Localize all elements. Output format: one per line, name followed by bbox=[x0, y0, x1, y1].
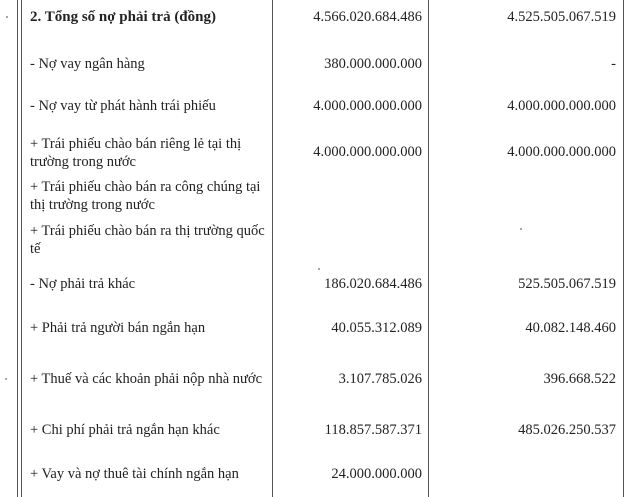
column-divider-2 bbox=[428, 0, 429, 497]
row-label: - Nợ phải trả khác bbox=[30, 276, 136, 292]
row-label: + Thuế và các khoản phải nộp nhà nước bbox=[30, 371, 262, 387]
row-value-previous: 40.082.148.460 bbox=[525, 320, 616, 336]
row-value-current: 4.000.000.000.000 bbox=[313, 144, 422, 160]
row-value-previous: 525.505.067.519 bbox=[518, 276, 616, 292]
row-value-previous: - bbox=[611, 56, 616, 72]
scan-speck bbox=[6, 16, 8, 18]
table-border-left-outer bbox=[17, 0, 18, 497]
scan-speck bbox=[520, 228, 522, 230]
row-value-current: 4.566.020.684.486 bbox=[313, 9, 422, 25]
table-border-right bbox=[623, 0, 624, 497]
row-value-previous: 4.000.000.000.000 bbox=[507, 144, 616, 160]
row-label: + Chi phí phải trả ngắn hạn khác bbox=[30, 422, 220, 438]
row-label: + Trái phiếu chào bán ra thị trường quốc tế bbox=[30, 223, 265, 257]
scan-speck bbox=[318, 268, 320, 270]
column-divider-1 bbox=[272, 0, 273, 497]
table-border-left-inner bbox=[21, 0, 22, 497]
row-value-current: 4.000.000.000.000 bbox=[313, 98, 422, 114]
row-label: - Nợ vay ngân hàng bbox=[30, 56, 145, 72]
row-value-previous: 396.668.522 bbox=[543, 371, 616, 387]
row-value-previous: 485.026.250.537 bbox=[518, 422, 616, 438]
row-label: + Trái phiếu chào bán ra công chúng tại thị trường trong nước bbox=[30, 179, 261, 213]
row-value-previous: 4.525.505.067.519 bbox=[507, 9, 616, 25]
row-value-current: 40.055.312.089 bbox=[331, 320, 422, 336]
row-value-current: 24.000.000.000 bbox=[331, 466, 422, 482]
row-label: - Nợ vay từ phát hành trái phiếu bbox=[30, 98, 216, 114]
row-value-current: 118.857.587.371 bbox=[324, 422, 422, 438]
row-label: + Trái phiếu chào bán riêng lẻ tại thị trường trong nước bbox=[30, 136, 242, 170]
row-label: 2. Tổng số nợ phải trả (đồng) bbox=[30, 9, 216, 25]
row-label: + Vay và nợ thuê tài chính ngắn hạn bbox=[30, 466, 239, 482]
scan-speck bbox=[5, 378, 7, 380]
row-value-current: 3.107.785.026 bbox=[338, 371, 422, 387]
row-value-previous: 4.000.000.000.000 bbox=[507, 98, 616, 114]
row-value-current: 186.020.684.486 bbox=[324, 276, 422, 292]
row-value-current: 380.000.000.000 bbox=[324, 56, 422, 72]
row-label: + Phải trả người bán ngắn hạn bbox=[30, 320, 206, 336]
